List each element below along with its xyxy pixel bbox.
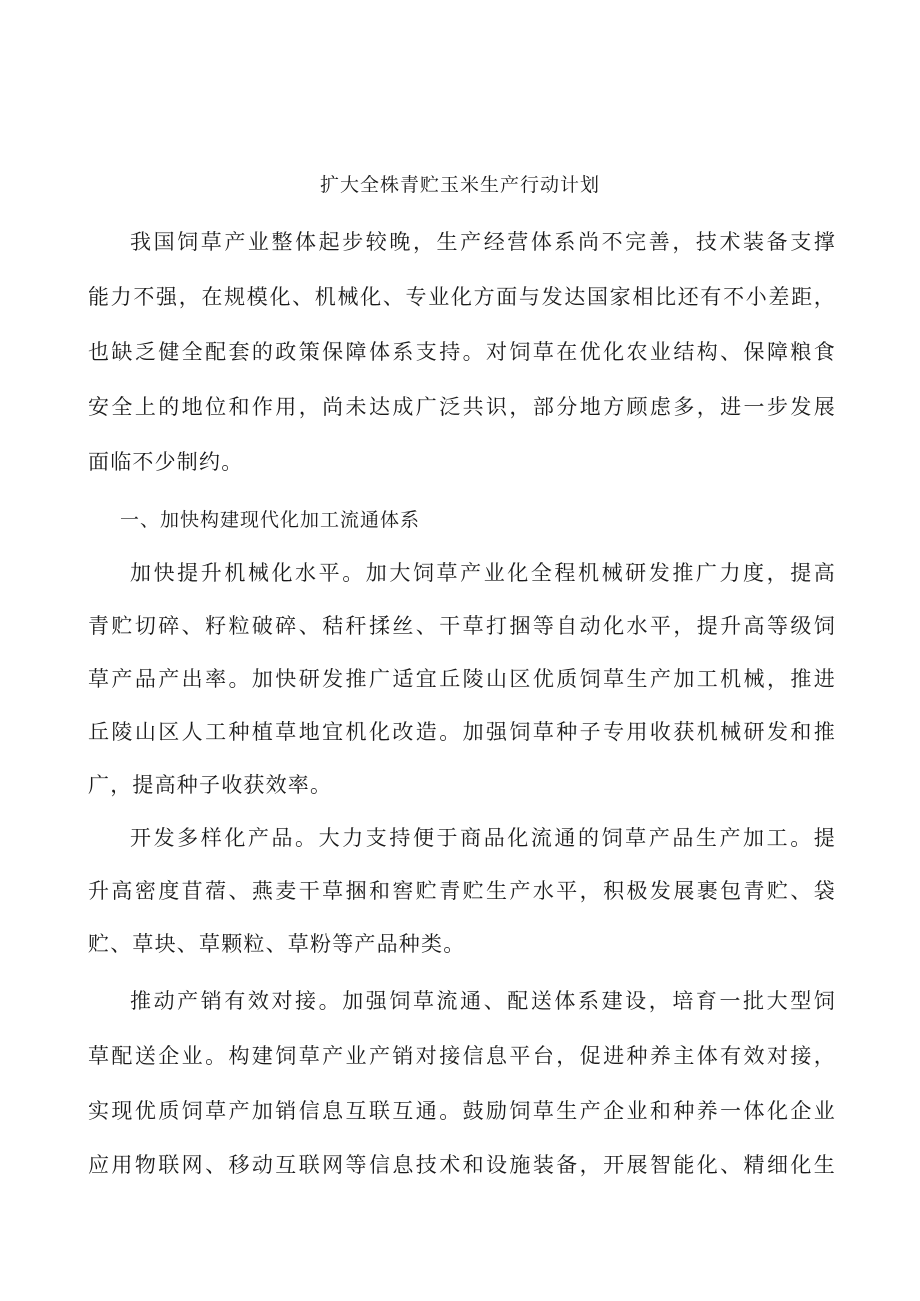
section-heading: 一、加快构建现代化加工流通体系 xyxy=(120,509,421,531)
marketing-line-1: 推动产销有效对接。加强饲草流通、配送体系建设，培育一批大型饲 xyxy=(130,989,836,1013)
mechanization-line-4: 丘陵山区人工种植草地宜机化改造。加强饲草种子专用收获机械研发和推 xyxy=(88,720,836,744)
marketing-line-4: 应用物联网、移动互联网等信息技术和设施装备，开展智能化、精细化生 xyxy=(88,1153,836,1177)
intro-line-5: 面临不少制约。 xyxy=(88,450,244,474)
products-line-3: 贮、草块、草颗粒、草粉等产品种类。 xyxy=(88,932,466,956)
intro-line-3: 也缺乏健全配套的政策保障体系支持。对饲草在优化农业结构、保障粮食 xyxy=(88,340,836,364)
mechanization-line-1: 加快提升机械化水平。加大饲草产业化全程机械研发推广力度，提高 xyxy=(130,561,836,585)
mechanization-line-5: 广，提高种子收获效率。 xyxy=(88,773,333,797)
mechanization-line-2: 青贮切碎、籽粒破碎、秸秆揉丝、干草打捆等自动化水平，提升高等级饲 xyxy=(88,614,836,638)
marketing-line-3: 实现优质饲草产加销信息互联互通。鼓励饲草生产企业和种养一体化企业 xyxy=(88,1099,836,1123)
intro-line-4: 安全上的地位和作用，尚未达成广泛共识，部分地方顾虑多，进一步发展 xyxy=(88,395,836,419)
products-line-2: 升高密度苜蓿、燕麦干草捆和窖贮青贮生产水平，积极发展裹包青贮、袋 xyxy=(88,879,836,903)
intro-line-2: 能力不强，在规模化、机械化、专业化方面与发达国家相比还有不小差距， xyxy=(88,285,836,309)
mechanization-line-3: 草产品产出率。加快研发推广适宜丘陵山区优质饲草生产加工机械，推进 xyxy=(88,667,836,691)
marketing-line-2: 草配送企业。构建饲草产业产销对接信息平台，促进种养主体有效对接， xyxy=(88,1044,836,1068)
products-line-1: 开发多样化产品。大力支持便于商品化流通的饲草产品生产加工。提 xyxy=(130,826,836,850)
document-title: 扩大全株青贮玉米生产行动计划 xyxy=(319,174,600,196)
intro-line-1: 我国饲草产业整体起步较晚，生产经营体系尚不完善，技术装备支撑 xyxy=(130,230,836,254)
